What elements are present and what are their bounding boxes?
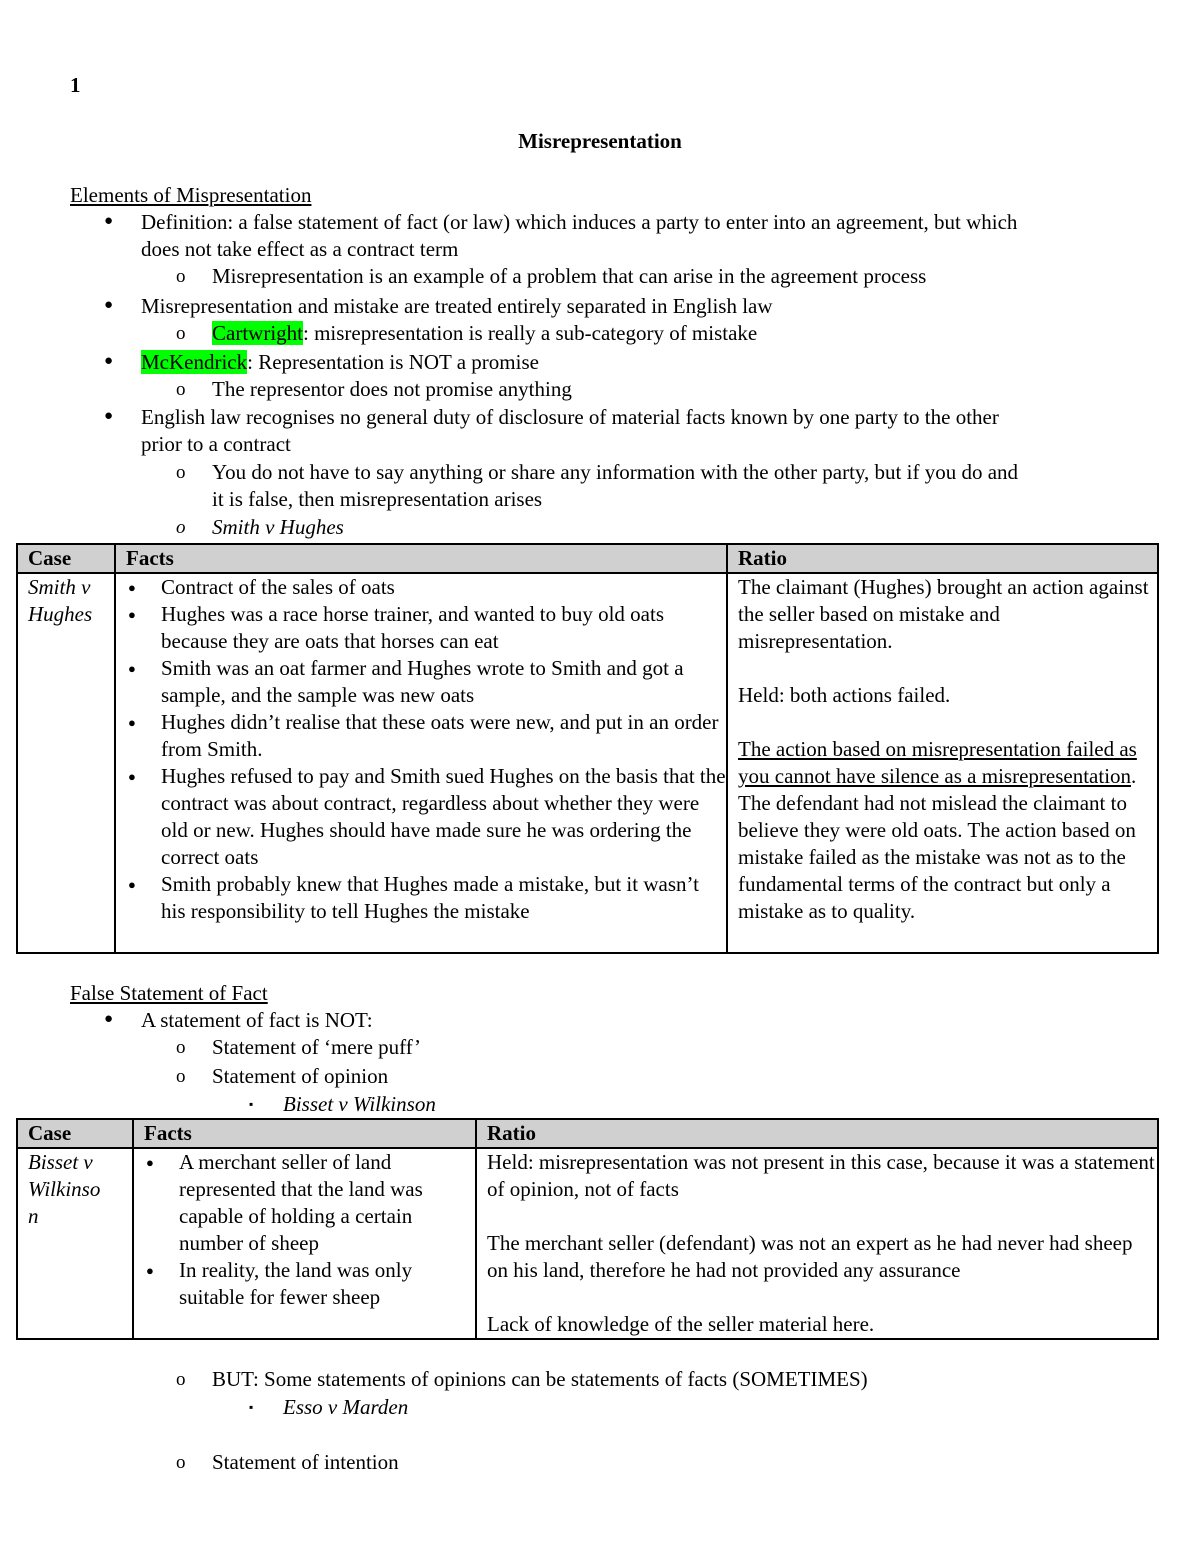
ratio-cell <box>476 1148 1158 1339</box>
case-name-line: Smith v <box>28 575 91 599</box>
case-name-line: Wilkinso <box>28 1177 101 1201</box>
bullet-icon: o <box>176 323 186 344</box>
list-item: ● Hughes didn’t realise that these oats were new, and put in an order from Smith. <box>126 709 726 763</box>
list-item: ● Smith was an oat farmer and Hughes wrote to Smith and got a sample, and the sample was new oats <box>126 655 726 709</box>
bullet-icon: ▪ <box>249 1400 254 1414</box>
column-header-case: Case <box>17 544 115 573</box>
ratio-paragraph: Held: misrepresentation was not present in this case, because it was a statement of opinion, not of facts <box>487 1150 1155 1201</box>
mckendrick-line <box>141 349 539 376</box>
table-header-row <box>17 544 1158 573</box>
bullet-icon: ▪ <box>249 1097 254 1111</box>
case-name-line: n <box>28 1204 39 1228</box>
bullet-icon: ● <box>104 297 114 313</box>
facts-cell <box>115 573 727 953</box>
bullet-icon: o <box>176 1452 186 1473</box>
list-item: ● Contract of the sales of oats <box>126 574 726 601</box>
definition-sub: Misrepresentation is an example of a problem that can arise in the agreement process <box>212 264 927 288</box>
column-header-ratio: Ratio <box>727 544 1158 573</box>
section-heading-false-statement: False Statement of Fact <box>70 981 268 1005</box>
case-table-smith-v-hughes <box>16 543 1159 954</box>
list-item: ● Hughes refused to pay and Smith sued Hughes on the basis that the contract was about contract, regardless about whether they were old or new. Hughes should have made sure he was ordering the correct oats <box>126 763 726 871</box>
ratio-paragraph: The merchant seller (defendant) was not an expert as he had never had sheep on his land, therefore he had not provided any assurance <box>487 1231 1133 1282</box>
cartwright-line <box>212 320 757 347</box>
separated-line: Misrepresentation and mistake are treated entirely separated in English law <box>141 294 773 318</box>
highlight-mckendrick: McKendrick <box>141 350 248 374</box>
case-name-line: Bisset v <box>28 1150 93 1174</box>
case-name-line: Hughes <box>28 602 93 626</box>
list-item: ● A merchant seller of land represented that the land was capable of holding a certain number of sheep <box>144 1149 475 1257</box>
disclosure-sub-2: it is false, then misrepresentation arises <box>212 487 543 511</box>
mckendrick-text: : Representation is NOT a promise <box>247 350 539 374</box>
ratio-cell <box>727 573 1158 953</box>
but-line: BUT: Some statements of opinions can be statements of facts (SOMETIMES) <box>212 1367 868 1391</box>
intention-line: Statement of intention <box>212 1450 399 1474</box>
bullet-icon: o <box>176 379 186 400</box>
page-title: Misrepresentation <box>518 129 682 153</box>
definition-line-2: does not take effect as a contract term <box>141 237 459 261</box>
opinion-line: Statement of opinion <box>212 1064 389 1088</box>
ratio-underlined-text: The action based on misrepresentation failed as you cannot have silence as a misrepresentation <box>738 737 1137 788</box>
bisset-case-ref: Bisset v Wilkinson <box>283 1092 436 1116</box>
definition-line-1: Definition: a false statement of fact (or law) which induces a party to enter into an agreement, but which <box>141 210 1018 234</box>
mckendrick-sub: The representor does not promise anything <box>212 377 572 401</box>
mere-puff-line: Statement of ‘mere puff’ <box>212 1035 421 1059</box>
esso-case-ref: Esso v Marden <box>283 1395 409 1419</box>
case-cell <box>17 573 115 953</box>
list-item: ● Hughes was a race horse trainer, and wanted to buy old oats because they are oats that horses can eat <box>126 601 726 655</box>
column-header-facts: Facts <box>133 1119 476 1148</box>
ratio-paragraph <box>738 736 1157 925</box>
ratio-text: . The defendant had not mislead the claimant to believe they were old oats. The action based on mistake failed as the mistake was not as to the fundamental terms of the contract but only a mistake as to quality. <box>738 764 1137 923</box>
bullet-icon: o <box>176 462 186 483</box>
disclosure-sub-1: You do not have to say anything or share any information with the other party, but if you do and <box>212 460 1019 484</box>
case-table-bisset-v-wilkinson <box>16 1118 1159 1340</box>
column-header-facts: Facts <box>115 544 727 573</box>
ratio-paragraph: Lack of knowledge of the seller material here. <box>487 1312 875 1336</box>
cartwright-text: : misrepresentation is really a sub-category of mistake <box>302 321 758 345</box>
bullet-icon: o <box>176 1066 186 1087</box>
bullet-icon: ● <box>104 408 114 424</box>
bullet-icon: ● <box>104 1011 114 1027</box>
ratio-paragraph: Held: both actions failed. <box>738 683 951 707</box>
facts-list <box>126 574 726 925</box>
section-heading-elements: Elements of Mispresentation <box>70 183 312 207</box>
table-row <box>17 573 1158 953</box>
not-intro: A statement of fact is NOT: <box>141 1008 373 1032</box>
list-item: ● In reality, the land was only suitable for fewer sheep <box>144 1257 475 1311</box>
smith-case-ref: Smith v Hughes <box>212 515 344 539</box>
column-header-case: Case <box>17 1119 133 1148</box>
bullet-icon: o <box>176 1369 186 1390</box>
page-number: 1 <box>70 73 81 97</box>
bullet-icon: o <box>176 517 186 538</box>
facts-cell <box>133 1148 476 1339</box>
list-item: ● Smith probably knew that Hughes made a mistake, but it wasn’t his responsibility to tell Hughes the mistake <box>126 871 726 925</box>
bullet-icon: ● <box>104 353 114 369</box>
facts-list <box>144 1149 475 1311</box>
disclosure-line-2: prior to a contract <box>141 432 291 456</box>
disclosure-line-1: English law recognises no general duty of disclosure of material facts known by one party to the other <box>141 405 999 429</box>
ratio-paragraph: The claimant (Hughes) brought an action against the seller based on mistake and misrepresentation. <box>738 575 1149 653</box>
table-row <box>17 1148 1158 1339</box>
bullet-icon: o <box>176 1037 186 1058</box>
bullet-icon: ● <box>104 213 114 229</box>
bullet-icon: o <box>176 266 186 287</box>
highlight-cartwright: Cartwright <box>212 321 303 345</box>
column-header-ratio: Ratio <box>476 1119 1158 1148</box>
table-header-row <box>17 1119 1158 1148</box>
case-cell <box>17 1148 133 1339</box>
